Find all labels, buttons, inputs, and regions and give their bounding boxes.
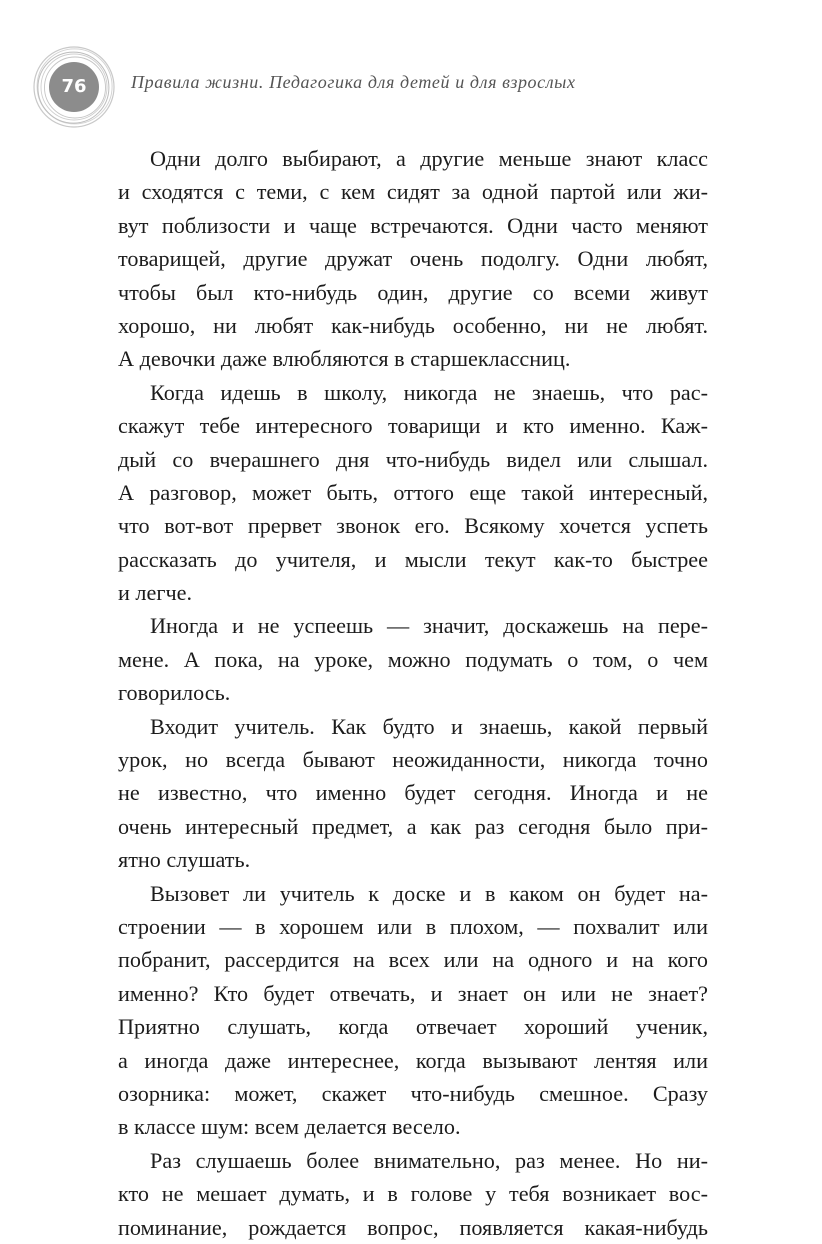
text-line: дый со вчерашнего дня что-нибудь видел или слышал. — [118, 446, 708, 472]
text-line: строении — в хорошем или в плохом, — похвалит или — [118, 913, 708, 939]
text-line: Вызовет ли учитель к доске и в каком он будет на- — [150, 880, 708, 906]
text-line: а иногда даже интереснее, когда вызывают лентяя или — [118, 1047, 708, 1073]
text-line: и легче. — [118, 580, 192, 606]
text-line: хорошо, ни любят как-нибудь особенно, ни не любят. — [118, 312, 708, 338]
text-line: мене. А пока, на уроке, можно подумать о том, о чем — [118, 646, 708, 672]
text-line: ятно слушать. — [118, 847, 251, 873]
text-line: побранит, рассердится на всех или на одного и на кого — [118, 947, 708, 973]
text-line: урок, но всегда бывают неожиданности, никогда точно — [118, 747, 708, 773]
text-line: рассказать до учителя, и мысли текут как-то быстрее — [118, 546, 708, 572]
body-text — [118, 142, 708, 1244]
text-line: чтобы был кто-нибудь один, другие со всеми живут — [118, 279, 708, 305]
text-line: Входит учитель. Как будто и знаешь, какой первый — [150, 713, 708, 739]
text-line: что вот-вот прервет звонок его. Всякому хочется успеть — [118, 513, 708, 539]
text-line: кто не мешает думать, и в голове у тебя возникает вос- — [118, 1181, 708, 1207]
running-title: Правила жизни. Педагогика для детей и для взрослых — [131, 72, 576, 92]
text-line: и сходятся с теми, с кем сидят за одной партой или жи- — [118, 179, 708, 205]
text-line: не известно, что именно будет сегодня. Иногда и не — [118, 780, 708, 806]
text-line: поминание, рождается вопрос, появляется какая-нибудь — [118, 1214, 708, 1240]
text-line: Раз слушаешь более внимательно, раз менее. Но ни- — [150, 1147, 708, 1173]
text-line: говорилось. — [118, 680, 231, 706]
text-line: Иногда и не успеешь — значит, доскажешь на пере- — [150, 613, 708, 639]
text-line: Когда идешь в школу, никогда не знаешь, что рас- — [150, 379, 708, 405]
text-line: Одни долго выбирают, а другие меньше знают класс — [150, 146, 708, 171]
text-line: именно? Кто будет отвечать, и знает он или не знает? — [118, 980, 708, 1006]
text-line: Приятно слушать, когда отвечает хороший ученик, — [118, 1014, 708, 1040]
text-line: озорника: может, скажет что-нибудь смешное. Сразу — [118, 1080, 708, 1106]
text-line: очень интересный предмет, а как раз сегодня было при- — [118, 813, 708, 839]
text-line: А девочки даже влюбляются в старшеклассниц. — [118, 346, 571, 372]
text-line: скажут тебе интересного товарищи и кто именно. Каж- — [118, 413, 708, 439]
text-line: в классе шум: всем делается весело. — [118, 1114, 461, 1140]
text-line: вут поблизости и чаще встречаются. Одни часто меняют — [118, 212, 708, 238]
text-line: А разговор, может быть, оттого еще такой интересный, — [118, 479, 708, 505]
text-line: товарищей, другие дружат очень подолгу. Одни любят, — [118, 246, 708, 272]
page-number-badge — [30, 43, 118, 131]
page-number: 76 — [49, 62, 99, 112]
